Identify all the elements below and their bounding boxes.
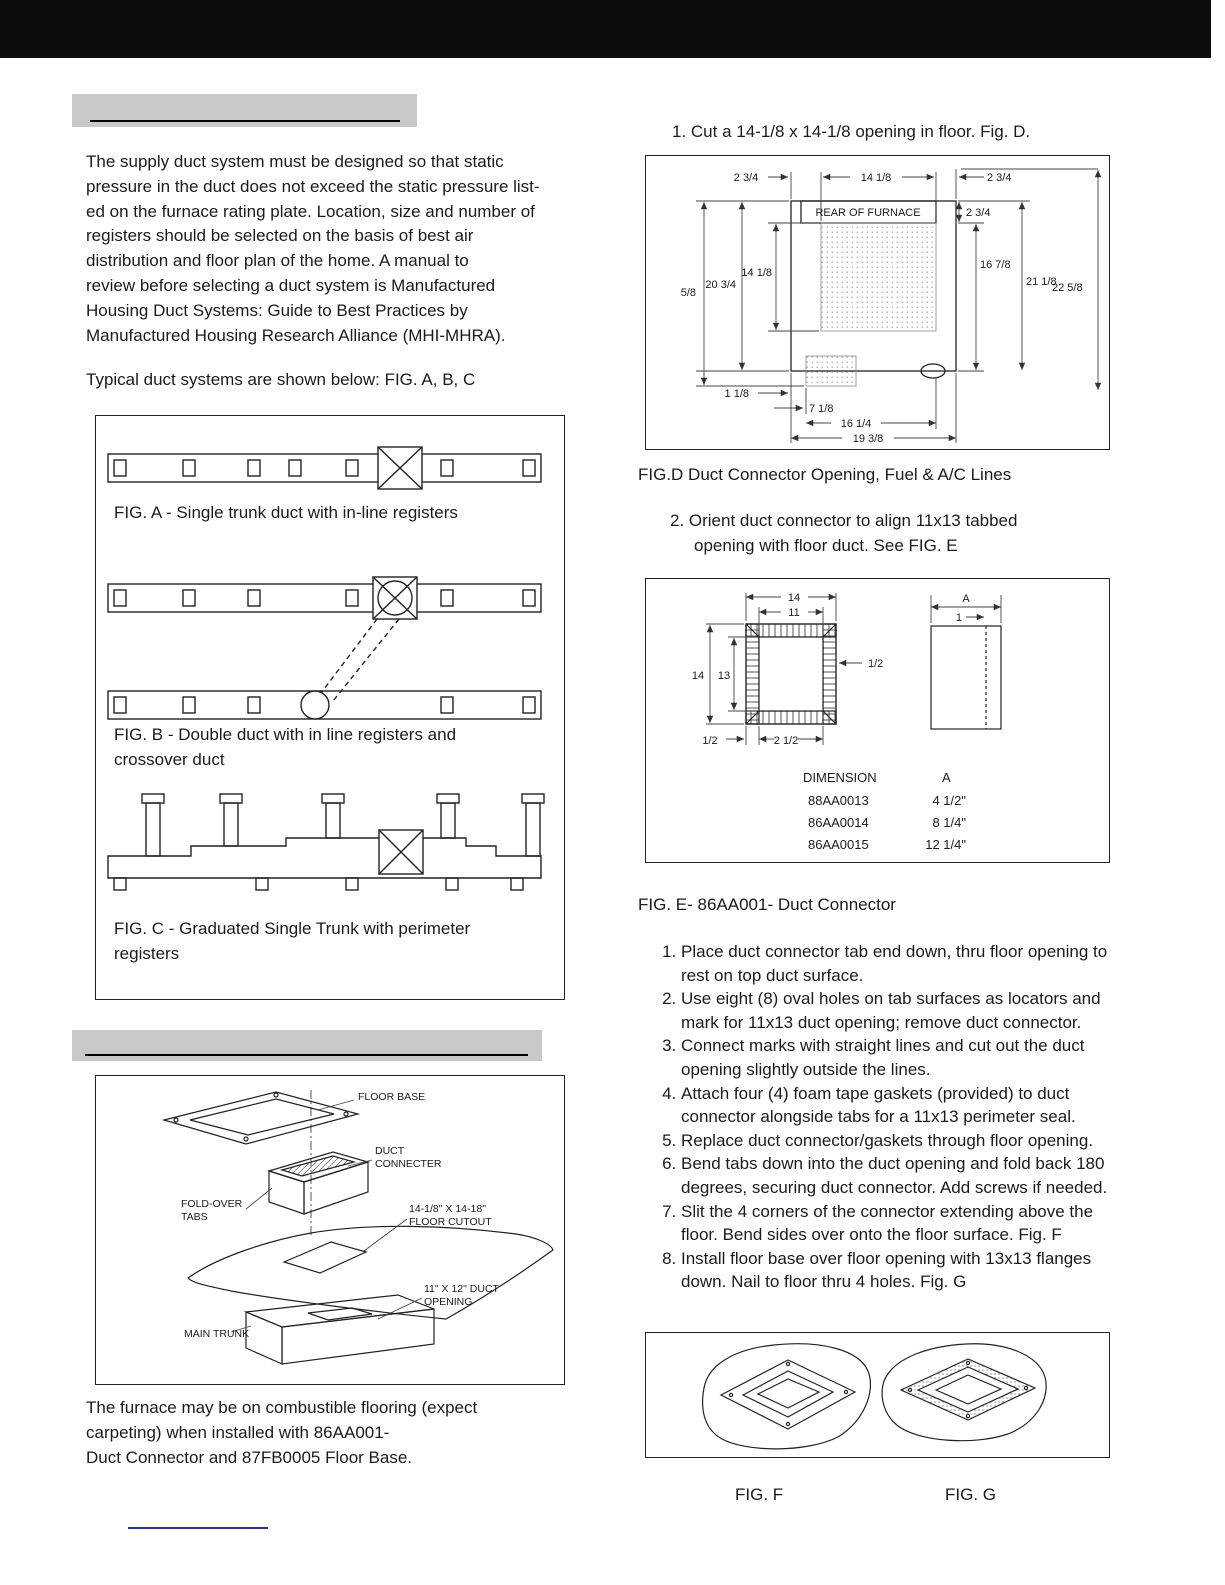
exploded-label-connecter: CONNECTER	[375, 1158, 442, 1170]
figd-dim: 19 3/8	[852, 433, 884, 445]
exploded-label-duct-opening: OPENING	[424, 1296, 473, 1308]
exploded-label-duct-opening-size: 11" X 12" DUCT	[424, 1283, 499, 1295]
intro-line: distribution and floor plan of the home. A manual to	[86, 251, 469, 271]
exploded-label-duct: DUCT	[375, 1145, 405, 1157]
fig-b-caption: FIG. B - Double duct with in line registers and crossover duct	[114, 725, 457, 769]
fige-dim: 14	[691, 670, 705, 682]
instruction-step: 7. Slit the 4 corners of the connector extending above the floor. Bend sides over onto the floor surface. Fig. F	[681, 1200, 1127, 1247]
intro-paragraph	[86, 150, 591, 348]
fige-table-value: 12 1/4"	[925, 837, 966, 852]
fig-f-caption: FIG. F	[735, 1485, 784, 1504]
instruction-step: 8. Install floor base over floor opening with 13x13 flanges down. Nail to floor thru 4 holes. Fig. G	[681, 1247, 1127, 1294]
fige-dim: 13	[717, 670, 731, 682]
figure-e-box	[645, 578, 1110, 863]
fige-dim: 1/2	[868, 658, 884, 670]
figd-dim: 14 1/8	[860, 172, 892, 184]
fige-table-part: 86AA0014	[808, 815, 869, 830]
fige-table-part: 88AA0013	[808, 793, 869, 808]
fige-dim: 2 1/2	[773, 735, 799, 747]
fig-c-caption: FIG. C - Graduated Single Trunk with perimeter registers	[114, 919, 471, 963]
exploded-label-floor-cutout: FLOOR CUTOUT	[409, 1216, 492, 1228]
step2-line: opening with floor duct. See FIG. E	[694, 536, 958, 555]
instruction-step: 1. Place duct connector tab end down, thru floor opening to rest on top duct surface.	[681, 940, 1127, 987]
instruction-step: 3. Connect marks with straight lines and cut out the duct opening slightly outside the lines.	[681, 1034, 1127, 1081]
note-line: carpeting) when installed with 86AA001-	[86, 1422, 390, 1442]
fig-d-drawing	[646, 156, 1108, 448]
instruction-step-1: 1. Cut a 14-1/8 x 14-1/8 opening in floor. Fig. D.	[672, 122, 1031, 141]
instruction-step: 2. Use eight (8) oval holes on tab surfaces as locators and mark for 11x13 duct opening; remove duct connector.	[681, 987, 1127, 1034]
figd-dim: 21 1/8	[1026, 276, 1057, 288]
instruction-step: 4. Attach four (4) foam tape gaskets (provided) to duct connector alongside tabs for a 11x13 perimeter seal.	[681, 1082, 1127, 1129]
fige-table-header-dimension: DIMENSION	[803, 770, 877, 785]
instruction-step: 6. Bend tabs down into the duct opening and fold back 180 degrees, securing duct connector. Add screws if needed.	[681, 1152, 1127, 1199]
section-title-bar-1	[72, 94, 417, 127]
fige-table-part: 86AA0015	[808, 837, 869, 852]
typical-systems-line: Typical duct systems are shown below: FIG. A, B, C	[86, 370, 476, 389]
figure-exploded-box	[95, 1075, 565, 1385]
instruction-step: 5. Replace duct connector/gaskets through floor opening.	[681, 1129, 1127, 1153]
intro-line: pressure in the duct does not exceed the static pressure list-	[86, 176, 540, 196]
fig-g-caption: FIG. G	[945, 1485, 996, 1504]
footer-link-underline[interactable]	[128, 1527, 268, 1529]
section-title-underline-2	[85, 1054, 528, 1056]
page-header-bar	[0, 0, 1211, 58]
fige-dim: 11	[788, 607, 800, 619]
figd-dim: 2 3/4	[733, 172, 759, 184]
instruction-steps-list	[655, 940, 1127, 1294]
intro-line: registers should be selected on the basis of best air	[86, 226, 474, 246]
figd-dim: 5/8	[680, 287, 696, 299]
intro-line: The supply duct system must be designed so that static	[86, 152, 504, 171]
fig-d-caption: FIG.D Duct Connector Opening, Fuel & A/C Lines	[638, 465, 1012, 484]
exploded-label-floor-cutout-size: 14-1/8" X 14-18"	[409, 1203, 486, 1215]
figd-rear-of-furnace-label: REAR OF FURNACE	[815, 207, 921, 219]
intro-line: Housing Duct Systems: Guide to Best Practices by	[86, 300, 468, 320]
step2-line: 2. Orient duct connector to align 11x13 tabbed	[670, 511, 1018, 530]
fig-a-caption: FIG. A - Single trunk duct with in-line registers	[114, 503, 458, 522]
intro-line: Manufactured Housing Research Alliance (MHI-MHRA).	[86, 325, 506, 345]
figure-fg-box	[645, 1332, 1110, 1458]
figd-dim: 22 5/8	[1052, 282, 1083, 294]
fig-fg-drawing	[646, 1333, 1108, 1456]
note-line: Duct Connector and 87FB0005 Floor Base.	[86, 1447, 413, 1467]
figd-dim: 2 3/4	[966, 207, 991, 219]
fig-e-caption: FIG. E- 86AA001- Duct Connector	[638, 895, 896, 914]
figd-dim: 20 3/4	[705, 279, 736, 291]
figure-d-box	[645, 155, 1110, 450]
fige-dim: 1	[955, 612, 962, 624]
fige-dim: 1/2	[702, 735, 718, 747]
intro-line: review before selecting a duct system is Manufactured	[86, 275, 496, 295]
section-title-underline-1	[90, 120, 400, 122]
intro-line: ed on the furnace rating plate. Location, size and number of	[86, 201, 535, 221]
fige-table-value: 8 1/4"	[932, 815, 966, 830]
figd-dim: 14 1/8	[741, 267, 772, 279]
fige-table-value: 4 1/2"	[932, 793, 966, 808]
exploded-label-floor-base: FLOOR BASE	[358, 1091, 426, 1103]
exploded-label-main-trunk: MAIN TRUNK	[184, 1328, 250, 1340]
instruction-step-2	[670, 508, 1115, 558]
exploded-label-tabs: TABS	[181, 1211, 208, 1223]
fige-dim: A	[962, 593, 970, 605]
combustible-flooring-note	[86, 1396, 591, 1470]
figure-abc-box	[95, 415, 565, 1000]
figd-dim: 7 1/8	[809, 403, 834, 415]
figd-dim: 2 3/4	[987, 172, 1012, 184]
exploded-label-fold-over: FOLD-OVER	[181, 1198, 243, 1210]
fig-e-drawing	[646, 579, 1108, 861]
fige-table-header-a: A	[942, 770, 951, 785]
figd-dim: 1 1/8	[724, 388, 749, 400]
fige-dim: 14	[787, 592, 801, 604]
figd-dim: 16 7/8	[980, 259, 1011, 271]
note-line: The furnace may be on combustible flooring (expect	[86, 1398, 478, 1417]
section-title-bar-2	[72, 1030, 542, 1061]
figd-dim: 16 1/4	[840, 418, 872, 430]
exploded-view-drawing	[96, 1076, 563, 1383]
